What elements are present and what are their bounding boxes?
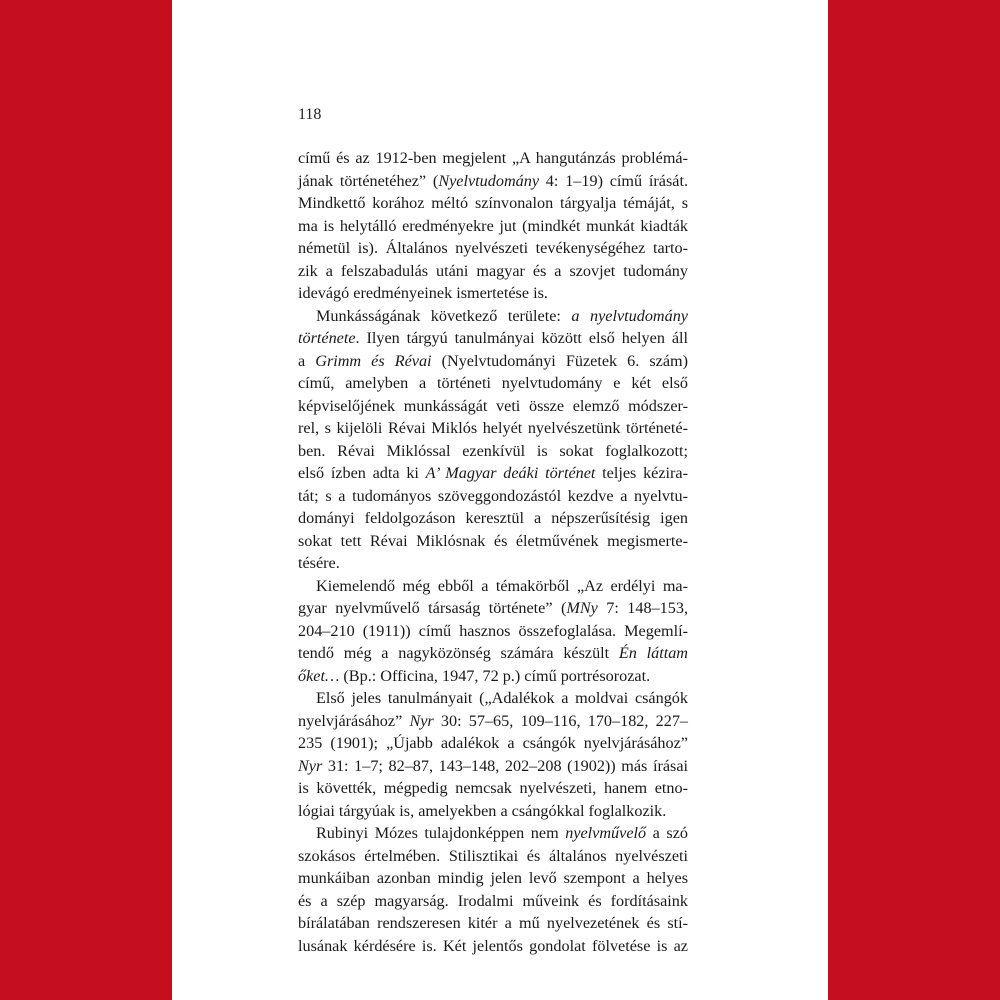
text-line: története. Ilyen tárgyú tanulmányai között első helyen áll (298, 329, 688, 347)
text-line: című, amelyben a történeti nyelvtudomány e két első (298, 374, 688, 392)
text-line: tendő még a nagyközönség számára készült Én láttam (298, 644, 688, 662)
text-line: tésére. (298, 554, 340, 572)
paragraph-2 (298, 305, 688, 575)
text-line: németül is). Általános nyelvészeti tevékenységéhez tarto- (298, 239, 688, 257)
text-line: tát; s a tudományos szöveggondozástól kezdve a nyelvtu- (298, 486, 688, 505)
text-line: ma is helytálló eredményekre jut (mindkét munkát kiadták (298, 216, 688, 235)
text-line: 204–210 (1911)) című hasznos összefoglalása. Megemlí- (298, 621, 688, 640)
text-line: Rubinyi Mózes tulajdonképpen nem nyelvművelő a szó (316, 824, 688, 842)
book-page (172, 0, 828, 1000)
body-text (298, 147, 688, 957)
text-line: őket… (Bp.: Officina, 1947, 72 p.) című portrésorozat. (298, 666, 651, 685)
text-line: ben. Révai Miklóssal ezenkívül is sokat foglalkozott; (298, 441, 688, 460)
text-line: nyelvjárásához” Nyr 30: 57–65, 109–116, 170–182, 227– (298, 711, 689, 730)
text-line: szokásos értelmében. Stilisztikai és általános nyelvészeti (298, 846, 688, 865)
text-line: lusának kérdésére is. Két jelentős gondolat fölvetése is az (298, 936, 688, 955)
paragraph-1 (298, 147, 688, 305)
text-line: Kiemelendő még ebből a témakörből „Az erdélyi ma- (316, 576, 688, 595)
text-line: című és az 1912-ben megjelent „A hangutánzás problémá- (298, 149, 688, 167)
text-line: Nyr 31: 1–7; 82–87, 143–148, 202–208 (1902)) más írásai (298, 756, 688, 775)
text-line: és a szép magyarság. Irodalmi műveink és fordításaink (298, 891, 688, 910)
text-line: dományi feldolgozáson keresztül a népszerűsítésig igen (298, 509, 688, 527)
paragraph-3 (298, 575, 688, 688)
text-line: képviselőjének munkásságát veti össze elemző módszer- (298, 396, 688, 415)
text-line: idevágó eredményeinek ismertetése is. (298, 284, 548, 302)
text-line: zik a felszabadulás utáni magyar és a szovjet tudomány (298, 261, 688, 280)
text-line: első ízben adta ki A’ Magyar deáki történet teljes kézira- (298, 464, 688, 482)
text-line: lógiai tárgyúak is, amelyekben a csángókkal foglalkozik. (298, 801, 667, 820)
text-line: rel, s kijelöli Révai Miklós helyét nyelvészetünk történeté- (298, 419, 688, 437)
text-line: bírálatában rendszeresen kitér a mű nyelvezetének és stí- (298, 914, 688, 932)
page-number: 118 (298, 106, 322, 123)
text-line: Munkásságának következő területe: a nyelvtudomány (316, 306, 688, 325)
paragraph-4 (298, 687, 688, 822)
text-line: munkáiban azonban mindig jelen levő szempont a helyes (298, 869, 688, 887)
text-line: a Grimm és Révai (Nyelvtudományi Füzetek 6. szám) (298, 351, 689, 370)
text-line: jának történetéhez” (Nyelvtudomány 4: 1–19) című írását. (298, 171, 689, 190)
paragraph-5 (298, 822, 688, 957)
text-line: gyar nyelvművelő társaság története” (MNy 7: 148–153, (298, 599, 688, 617)
text-line: 235 (1901); „Újabb adalékok a csángók nyelvjárásához” (298, 734, 688, 752)
text-line: sokat tett Révai Miklósnak és életművének megismerte- (298, 531, 688, 550)
text-line: Mindkettő korához méltó színvonalon tárgyalja témáját, s (298, 194, 688, 212)
text-line: is követték, mégpedig nemcsak nyelvészeti, hanem etno- (298, 779, 688, 797)
text-line: Első jeles tanulmányait („Adalékok a moldvai csángók (316, 689, 688, 707)
